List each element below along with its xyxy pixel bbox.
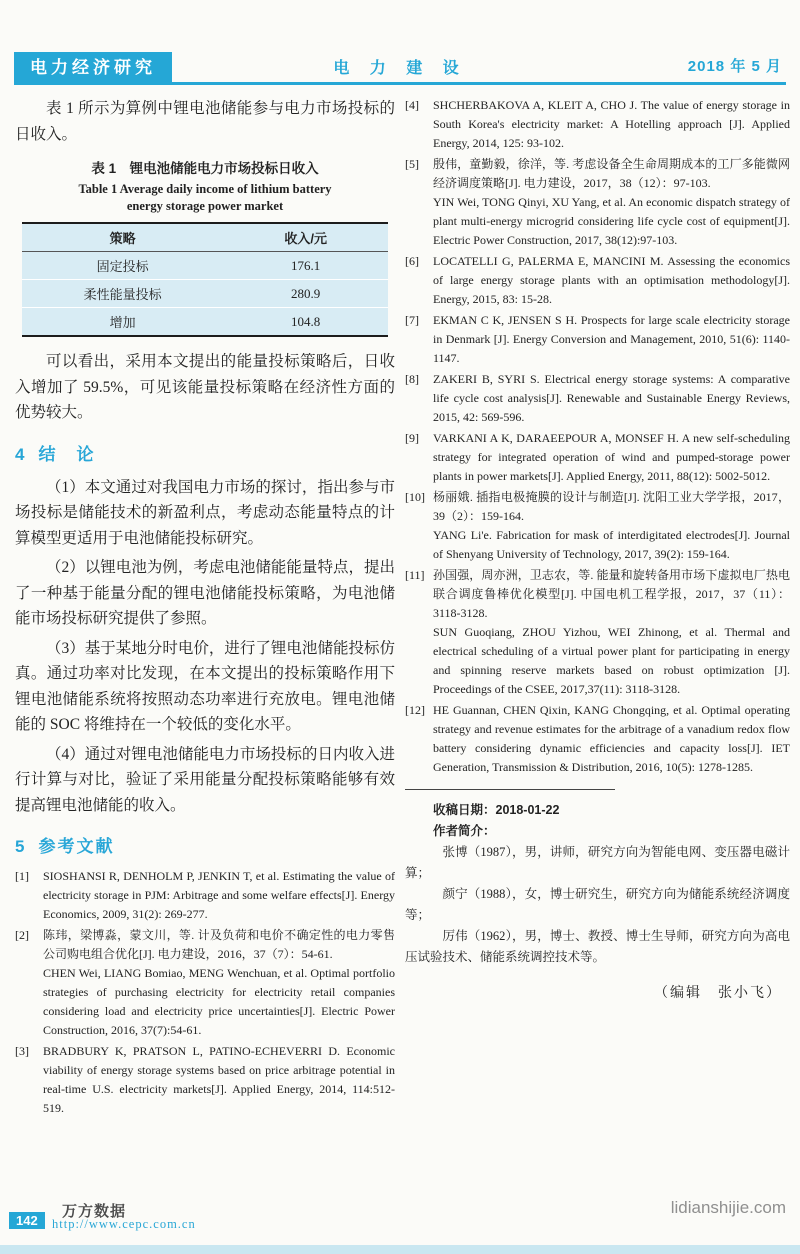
table-caption-en-line2: energy storage power market [126,199,284,213]
reference-item [405,488,790,564]
cell-strategy: 增加 [22,308,223,337]
cell-income: 176.1 [223,252,388,280]
section-title: 结 论 [38,444,96,464]
ref-text: 殷伟，童勤毅，徐洋，等. 考虑设备全生命周期成本的工厂多能微网经济调度策略[J]. 电力建设，2017，38（12）：97-103. [433,157,790,190]
journal-title: 电 力 建 设 [333,60,467,77]
table-row [22,280,388,308]
editor-credit: （编辑 张小飞） [654,986,782,1001]
ref-number: [10] [405,490,425,504]
intro-paragraph: 表 1 所示为算例中锂电池储能参与电力市场投标的日收入。 [15,100,395,143]
reference-item [405,252,790,309]
author-bio-heading: 作者简介： [433,824,496,838]
cell-strategy: 柔性能量投标 [22,280,223,308]
ref-text: HE Guannan, CHEN Qixin, KANG Chongqing, et al. Optimal operating strategy and revenue estimates for the arbitrage of a vanadium redox flow battery considering dynamic efficiencies and capacity loss[J]. IET Generation, Transmission & Distribution, 2016, 10(5): 1278-1285. [433,703,790,774]
table-caption-en [15,181,395,215]
reference-item [15,867,395,924]
cell-income: 280.9 [223,280,388,308]
ref-number: [8] [405,372,419,386]
table-header-strategy: 策略 [22,223,223,252]
journal-section-badge: 电力经济研究 [14,52,172,84]
right-column [405,96,790,1002]
ref-number: [2] [15,928,29,942]
author-bio: 张博（1987），男，讲师，研究方向为智能电网、变压器电磁计算； [405,845,790,880]
ref-text: 孙国强，周亦洲，卫志农，等. 能量和旋转备用市场下虚拟电厂热电联合调度鲁棒优化模型[J]. 中国电机工程学报，2017，37（11）：3118-3128. [433,568,790,620]
ref-number: [11] [405,568,425,582]
ref-number: [1] [15,869,29,883]
reference-item [15,926,395,1040]
author-bio: 厉伟（1962），男，博士、教授、博士生导师，研究方向为高电压试验技术、储能系统调控技术等。 [405,929,790,964]
ref-text: 杨丽娥. 插指电极掩膜的设计与制造[J]. 沈阳工业大学学报，2017，39（2）：159-164. [433,490,790,523]
bottom-bar [0,1245,800,1254]
section-title: 参考文献 [38,837,115,856]
meta-block [405,800,790,968]
wanfang-watermark: 万方数据 [62,1204,127,1220]
ref-text: BRADBURY K, PRATSON L, PATINO-ECHEVERRI D. Economic viability of energy storage systems based on price arbitrage potential in real-time U.S. electricity markets[J]. Applied Energy, 2014, 114:512-519. [43,1044,395,1115]
meta-divider [405,789,615,790]
reference-item [405,701,790,777]
ref-translation: SUN Guoqiang, ZHOU Yizhou, WEI Zhinong, et al. Thermal and electrical scheduling of a virtual power plant for participating in energy and spinning reserve markets based on robust optimization [J]. Proceedings of the CSEE, 2017,37(11): 3118-3128. [433,625,790,696]
ref-number: [9] [405,431,419,445]
ref-number: [7] [405,313,419,327]
left-column [15,96,395,1120]
section-number: 5 [15,837,25,856]
bid-income-table [22,222,388,337]
ref-number: [4] [405,98,419,112]
received-date: 收稿日期：2018-01-22 [433,803,560,817]
table-caption-zh: 表 1 锂电池储能电力市场投标日收入 [91,161,319,176]
table-row [22,308,388,337]
issue-date: 2018 年 5 月 [687,58,782,75]
page-number-badge: 142 [9,1212,45,1229]
section-number: 4 [15,444,25,464]
table-caption-en-line1: Table 1 Average daily income of lithium battery [78,182,332,196]
table-row [22,252,388,280]
ref-number: [12] [405,703,425,717]
analysis-paragraph: 可以看出，采用本文提出的能量投标策略后，日收入增加了 59.5%，可见该能量投标策略在经济性方面的优势较大。 [15,353,395,421]
table-header-income: 收入/元 [223,223,388,252]
reference-item [405,370,790,427]
cepc-url[interactable]: http://www.cepc.com.cn [52,1217,196,1231]
author-bio: 颜宁（1988），女，博士研究生，研究方向为储能系统经济调度等； [405,887,790,922]
reference-item [405,155,790,250]
reference-item [15,1042,395,1118]
ref-text: EKMAN C K, JENSEN S H. Prospects for large scale electricity storage in Denmark [J]. Energy Conversion and Management, 2010, 51(6): 1140-1147. [433,313,790,365]
conclusion-paragraph: （2）以锂电池为例，考虑电池储能能量特点，提出了一种基于能量分配的锂电池储能投标策略，为电池储能市场投标研究提供了参照。 [15,559,395,627]
cell-income: 104.8 [223,308,388,337]
section-4-heading [15,440,395,465]
reference-item [405,429,790,486]
ref-number: [5] [405,157,419,171]
conclusion-paragraph: （4）通过对锂电池储能电力市场投标的日内收入进行计算与对比，验证了采用能量分配投标策略能够有效提高锂电池储能的收入。 [15,745,395,814]
ref-translation: YIN Wei, TONG Qinyi, XU Yang, et al. An economic dispatch strategy of plant multi-energy microgrid considering life cycle cost of equipment[J]. Electric Power Construction, 2017, 38(12):97-103. [433,195,790,247]
ref-number: [6] [405,254,419,268]
cell-strategy: 固定投标 [22,252,223,280]
conclusion-paragraph: （1）本文通过对我国电力市场的探讨，指出参与市场投标是储能技术的新盈利点，考虑动态能量特点的计算模型更适用于电池储能投标研究。 [15,478,395,547]
ref-text: SHCHERBAKOVA A, KLEIT A, CHO J. The value of energy storage in South Korea's electricity market: A Hotelling approach [J]. Applied Energy, 2014, 125: 93-102. [433,98,790,150]
ref-translation: YANG Li'e. Fabrication for mask of interdigitated electrodes[J]. Journal of Shenyang University of Technology, 2017, 39(2): 159-164. [433,528,790,561]
ref-translation: CHEN Wei, LIANG Bomiao, MENG Wenchuan, et al. Optimal portfolio strategies of purchasing electricity for electricity retail companies considering load and electricity price uncertainties[J]. Electric Power Construction, 2016, 37(7):54-61. [43,966,395,1037]
section-5-heading [15,832,395,857]
ref-number: [3] [15,1044,29,1058]
ref-text: ZAKERI B, SYRI S. Electrical energy storage systems: A comparative life cycle cost analysis[J]. Renewable and Sustainable Energy Reviews, 2015, 42: 569-596. [433,372,790,424]
reference-item [405,566,790,699]
ref-text: LOCATELLI G, PALERMA E, MANCINI M. Assessing the economics of large energy storage plants with an optimisation methodology[J]. Energy, 2015, 83: 15-28. [433,254,790,306]
reference-item [405,311,790,368]
ref-text: SIOSHANSI R, DENHOLM P, JENKIN T, et al. Estimating the value of electricity storage in PJM: Arbitrage and some welfare effects[J]. Energy Economics, 2009, 31(2): 269-277. [43,869,395,921]
site-url[interactable]: lidianshijie.com [670,1198,786,1217]
ref-text: VARKANI A K, DARAEEPOUR A, MONSEF H. A new self-scheduling strategy for integrated operation of wind and pumped-storage power plants in power markets[J]. Applied Energy, 2011, 88(12): 5002-5012. [433,431,790,483]
conclusion-paragraph: （3）基于某地分时电价，进行了锂电池储能投标仿真。通过功率对比发现，在本文提出的投标策略作用下锂电池储能系统将按照动态功率进行充放电。锂电池储能的 SOC 将维持在一个较低的变化水平。 [15,639,395,733]
ref-text: 陈玮，梁博淼，蒙文川，等. 计及负荷和电价不确定性的电力零售公司购电组合优化[J]. 电力建设，2016，37（7）：54-61. [43,928,395,961]
reference-item [405,96,790,153]
